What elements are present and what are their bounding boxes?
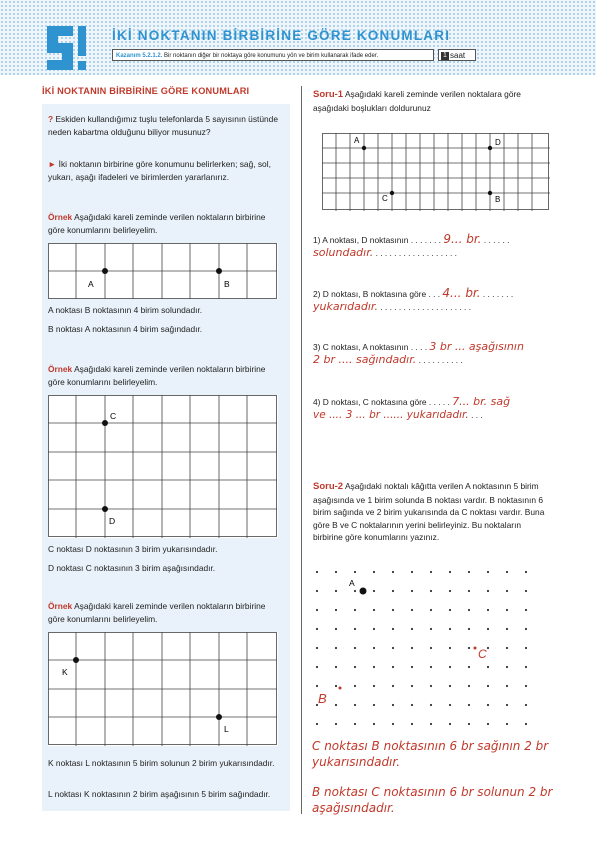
- section-heading: İKİ NOKTANIN BİRBİRİNE GÖRE KONUMLARI: [42, 86, 250, 96]
- paper-dot: [506, 571, 508, 573]
- point-a: [102, 268, 108, 274]
- paper-dot: [525, 647, 527, 649]
- paper-dot: [468, 628, 470, 630]
- paper-dot: [430, 723, 432, 725]
- handwritten-answer-1: C noktası B noktasının 6 br sağının 2 br yukarısındadır.: [312, 739, 549, 769]
- paper-dot: [506, 590, 508, 592]
- paper-dot: [373, 590, 375, 592]
- paper-dot: [354, 666, 356, 668]
- item-1: [313, 233, 558, 259]
- item-1-dots-2: . . . . . . . . . . . . . . . . . .: [375, 247, 458, 258]
- intro-question: [48, 113, 284, 139]
- paper-dot: [468, 571, 470, 573]
- dot-point-c: [474, 647, 477, 650]
- paper-dot: [449, 704, 451, 706]
- paper-dot: [525, 685, 527, 687]
- paper-dot: [449, 685, 451, 687]
- paper-dot: [392, 590, 394, 592]
- paper-dot: [506, 647, 508, 649]
- item-1-answer-2: solundadır.: [313, 245, 374, 259]
- soru-2-desc: Aşağıdaki noktalı kâğıtta verilen A noktasının 5 birim aşağısında ve 1 birim solunda B noktası vardır. B noktasının 6 birim sağında ve 2 birim yukarısında da C noktası vardır. Buna göre B ve C noktalarının yerini belirleyiniz. Bu noktaların birbirine göre konumlarını yazınız.: [313, 481, 545, 542]
- paper-dot: [316, 666, 318, 668]
- paper-dot: [392, 685, 394, 687]
- handwritten-answer-2: B noktası C noktasının 6 br solunun 2 br aşağısındadır.: [312, 785, 553, 815]
- paper-dot: [487, 704, 489, 706]
- paper-dot: [487, 685, 489, 687]
- kazanim-text: Bir noktanın diğer bir noktaya göre konumunu yön ve birim kullanarak ifade eder.: [164, 53, 379, 59]
- item-2-dots-2: . . . . . . . . . . . . . . . . . . . .: [380, 301, 472, 312]
- paper-dot: [506, 704, 508, 706]
- paper-dot: [373, 647, 375, 649]
- example-3-sentence-2: L noktası K noktasının 2 birim aşağısının 5 birim sağındadır.: [48, 789, 271, 799]
- paper-dot: [430, 590, 432, 592]
- soru-2-label: Soru-2: [313, 481, 344, 492]
- paper-dot: [468, 685, 470, 687]
- item-3-answer-1: 3 br ... aşağısının: [429, 340, 524, 353]
- paper-dot: [525, 590, 527, 592]
- dot-label-c: C: [478, 647, 487, 661]
- point-d-label: D: [109, 516, 116, 526]
- arrow-icon: ►: [48, 159, 57, 169]
- item-2-answer-2: yukarıdadır.: [313, 299, 378, 313]
- point-b: [216, 268, 222, 274]
- paper-dot: [430, 628, 432, 630]
- paper-dot: [468, 647, 470, 649]
- soru-1-grid: [322, 133, 550, 211]
- item-2-prefix: 2) D noktası, B noktasına göre . . .: [313, 289, 441, 299]
- dot-paper: [310, 560, 550, 735]
- paper-dot: [449, 647, 451, 649]
- paper-dot: [335, 685, 337, 687]
- paper-dot: [335, 647, 337, 649]
- grid-point-b: [488, 191, 492, 195]
- example-3-text: [48, 600, 284, 626]
- paper-dot: [449, 666, 451, 668]
- paper-dot: [487, 628, 489, 630]
- dot-label-a: A: [349, 578, 355, 588]
- item-2: [313, 287, 558, 313]
- paper-dot: [392, 647, 394, 649]
- paper-dot: [335, 666, 337, 668]
- paper-dot: [430, 647, 432, 649]
- point-b-label: B: [224, 279, 230, 289]
- paper-dot: [373, 723, 375, 725]
- paper-dot: [373, 609, 375, 611]
- paper-dot: [411, 590, 413, 592]
- paper-dot: [411, 723, 413, 725]
- paper-dot: [411, 628, 413, 630]
- example-desc: Aşağıdaki kareli zeminde verilen noktaların birbirine göre konumlarını belirleyelim.: [48, 364, 266, 387]
- soru-1-label: Soru-1: [313, 89, 344, 100]
- dot-point-b: [339, 687, 342, 690]
- paper-dot: [411, 647, 413, 649]
- item-3-prefix: 3) C noktası, A noktasının . . . .: [313, 342, 428, 352]
- soru-2-text: [313, 480, 549, 544]
- paper-dot: [392, 571, 394, 573]
- item-3: [313, 341, 558, 366]
- paper-dot: [468, 590, 470, 592]
- grid-point-c: [390, 191, 394, 195]
- point-d: [102, 506, 108, 512]
- paper-dot: [354, 723, 356, 725]
- paper-dot: [354, 609, 356, 611]
- paper-dot: [354, 590, 356, 592]
- example-label: Örnek: [48, 364, 73, 374]
- paper-dot: [487, 666, 489, 668]
- paper-dot: [316, 590, 318, 592]
- paper-dot: [506, 628, 508, 630]
- paper-dot: [468, 666, 470, 668]
- kazanim-label: Kazanım 5.2.1.2.: [116, 53, 163, 59]
- paper-dot: [506, 609, 508, 611]
- item-3-answer-2: 2 br .... sağındadır.: [313, 352, 417, 366]
- paper-dot: [316, 685, 318, 687]
- item-1-dots-1: . . . . . .: [483, 235, 510, 245]
- paper-dot: [487, 723, 489, 725]
- item-4-dots-2: . . .: [471, 409, 483, 420]
- example-2-text: [48, 363, 284, 389]
- grid-point-a: [362, 146, 366, 150]
- duration-number: 1: [441, 52, 449, 60]
- paper-dot: [316, 723, 318, 725]
- paper-dot: [487, 647, 489, 649]
- point-k-label: K: [62, 667, 68, 677]
- paper-dot: [506, 666, 508, 668]
- paper-dot: [335, 571, 337, 573]
- example-desc: Aşağıdaki kareli zeminde verilen noktaların birbirine göre konumlarını belirleyelim.: [48, 601, 266, 624]
- column-divider: [301, 86, 302, 814]
- example-desc: Aşağıdaki kareli zeminde verilen noktaların birbirine göre konumlarını belirleyelim.: [48, 212, 266, 235]
- paper-dot: [354, 628, 356, 630]
- paper-dot: [468, 704, 470, 706]
- item-1-prefix: 1) A noktası, D noktasının . . . . . . .: [313, 235, 442, 245]
- paper-dot: [392, 666, 394, 668]
- kazanim-box: [112, 49, 434, 61]
- example-1-text: [48, 211, 284, 237]
- point-l: [216, 714, 222, 720]
- paper-dot: [430, 685, 432, 687]
- paper-dot: [411, 666, 413, 668]
- paper-dot: [373, 704, 375, 706]
- point-k: [73, 657, 79, 663]
- paper-dot: [354, 571, 356, 573]
- item-1-answer-1: 9... br.: [443, 232, 482, 246]
- paper-dot: [392, 609, 394, 611]
- paper-dot: [335, 723, 337, 725]
- paper-dot: [335, 704, 337, 706]
- paper-dot: [506, 685, 508, 687]
- paper-dot: [316, 571, 318, 573]
- paper-dot: [373, 666, 375, 668]
- paper-dot: [525, 628, 527, 630]
- paper-dot: [354, 685, 356, 687]
- paper-dot: [449, 609, 451, 611]
- soru-1-desc: Aşağıdaki kareli zeminde verilen noktalara göre aşağıdaki boşlukları doldurunuz: [313, 89, 521, 113]
- paper-dot: [506, 723, 508, 725]
- paper-dot: [354, 647, 356, 649]
- grid-label-d: D: [495, 138, 501, 147]
- intro-note-text: İki noktanın birbirine göre konumunu belirlerken; sağ, sol, yukarı, aşağı ifadeleri ve birimlerden yararlanırız.: [48, 159, 271, 182]
- item-2-answer-1: 4... br.: [442, 286, 481, 300]
- paper-dot: [316, 647, 318, 649]
- paper-dot: [430, 666, 432, 668]
- paper-dot: [392, 704, 394, 706]
- point-a-label: A: [88, 279, 94, 289]
- paper-dot: [316, 609, 318, 611]
- example-1-grid: [48, 243, 278, 299]
- grid-label-a: A: [354, 136, 360, 145]
- item-4-answer-2: ve .... 3 ... br ...... yukarıdadır.: [313, 408, 469, 421]
- example-1-sentence-1: A noktası B noktasının 4 birim solundadır.: [48, 305, 203, 315]
- paper-dot: [449, 723, 451, 725]
- paper-dot: [411, 704, 413, 706]
- question-mark-icon: ?: [48, 114, 54, 124]
- example-label: Örnek: [48, 601, 73, 611]
- item-4-prefix: 4) D noktası, C noktasına göre . . . . .: [313, 397, 450, 407]
- intro-question-text: Eskiden kullandığımız tuşlu telefonlarda 5 sayısının üstünde neden kabartma olduğunu biliyor musunuz?: [48, 114, 278, 137]
- duration-label: saat: [450, 51, 466, 60]
- paper-dot: [525, 704, 527, 706]
- soru-1-text: [313, 88, 553, 114]
- paper-dot: [373, 571, 375, 573]
- paper-dot: [468, 723, 470, 725]
- dot-label-b: B: [318, 691, 327, 706]
- paper-dot: [335, 628, 337, 630]
- paper-dot: [487, 590, 489, 592]
- grid-point-d: [488, 146, 492, 150]
- paper-dot: [468, 609, 470, 611]
- paper-dot: [335, 590, 337, 592]
- page-title: İKİ NOKTANIN BİRBİRİNE GÖRE KONUMLARI: [112, 28, 451, 43]
- paper-dot: [449, 628, 451, 630]
- paper-dot: [487, 571, 489, 573]
- paper-dot: [525, 571, 527, 573]
- paper-dot: [392, 723, 394, 725]
- grid-label-b: B: [495, 195, 501, 204]
- duration-box: [438, 49, 476, 61]
- dot-point-a: [360, 588, 367, 595]
- paper-dot: [430, 571, 432, 573]
- paper-dot: [449, 571, 451, 573]
- example-2-sentence-1: C noktası D noktasının 3 birim yukarısındadır.: [48, 544, 218, 554]
- example-3-sentence-1: K noktası L noktasının 5 birim solunun 2 birim yukarısındadır.: [48, 758, 275, 768]
- paper-dot: [525, 609, 527, 611]
- intro-note: [48, 158, 284, 184]
- paper-dot: [525, 666, 527, 668]
- paper-dot: [430, 704, 432, 706]
- point-l-label: L: [224, 724, 229, 734]
- paper-dot: [392, 628, 394, 630]
- paper-dot: [373, 685, 375, 687]
- paper-dot: [316, 628, 318, 630]
- example-2-sentence-2: D noktası C noktasının 3 birim aşağısındadır.: [48, 563, 216, 573]
- grid-label-c: C: [382, 194, 388, 203]
- paper-dot: [411, 571, 413, 573]
- paper-dot: [354, 704, 356, 706]
- paper-dot: [411, 685, 413, 687]
- paper-dot: [411, 609, 413, 611]
- point-c: [102, 420, 108, 426]
- paper-dot: [335, 609, 337, 611]
- example-3-grid: [48, 632, 278, 746]
- paper-dot: [430, 609, 432, 611]
- paper-dot: [487, 609, 489, 611]
- paper-dot: [373, 628, 375, 630]
- example-label: Örnek: [48, 212, 73, 222]
- paper-dot: [525, 723, 527, 725]
- item-4-answer-1: 7... br. sağ: [452, 395, 511, 408]
- item-2-dots-1: . . . . . . .: [482, 289, 514, 299]
- example-2-grid: [48, 395, 278, 538]
- grade-logo: [43, 24, 89, 72]
- point-c-label: C: [110, 411, 117, 421]
- paper-dot: [449, 590, 451, 592]
- item-4: [313, 396, 558, 421]
- item-3-dots-2: . . . . . . . . . .: [418, 354, 463, 365]
- example-1-sentence-2: B noktası A noktasının 4 birim sağındadır.: [48, 324, 203, 334]
